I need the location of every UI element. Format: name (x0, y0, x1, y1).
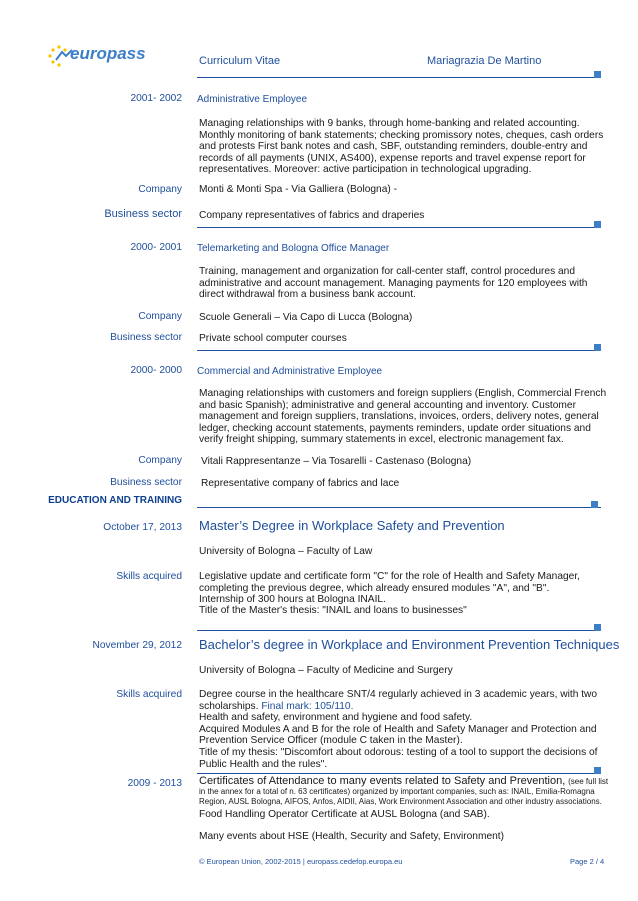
job2-sector: Private school computer courses (199, 333, 347, 344)
job1-rule (197, 227, 601, 228)
edu2-final-mark: Final mark: 105/110. (261, 700, 354, 712)
footer-page: Page 2 / 4 (570, 857, 605, 866)
job3-company-label: Company (138, 455, 182, 466)
edu3-title-note: (see full list in the annex for a total of n. 63 certificates) organized by important companies, such as: INAIL, Emilia-Romagna Region, AUSL Bologna, AIFOS, Anfos, AIDII, Aias, Work Environment Association and other industry associations. (199, 777, 609, 806)
job1-sector-label: Business sector (104, 208, 182, 220)
job3-description: Managing relationships with customers and foreign suppliers (English, Commercial French and basic Spanish); administrative and general accounting and inventory. Customer management and foreign suppliers, translations, invoices, orders, delivery notes, general ledger, checking account statements, payments reminders, update order situations and verify freight shipping, summary statements in excel, electronic management fax. (199, 388, 607, 446)
edu2-skills-label: Skills acquired (116, 689, 182, 700)
job2-sector-label: Business sector (110, 332, 182, 343)
footer-copyright: © European Union, 2002-2015 | europass.cedefop.europa.eu (199, 857, 403, 866)
job3-company: Vitali Rappresentanze – Via Tosarelli - Castenaso (Bologna) (201, 456, 472, 467)
edu3-title: Certificates of Attendance to many events related to Safety and Prevention, (199, 775, 566, 787)
job2-role: Telemarketing and Bologna Office Manager (197, 243, 390, 254)
education-rule-square (591, 501, 598, 508)
job1-rule-square (594, 221, 601, 228)
header-rule-square (594, 71, 601, 78)
edu2-institution: University of Bologna – Faculty of Medicine and Surgery (199, 665, 453, 676)
edu2-rule (197, 773, 601, 774)
job2-company-label: Company (138, 311, 182, 322)
edu3-food-certificate: Food Handling Operator Certificate at AUSL Bologna (and SAB). (199, 809, 490, 820)
education-section-title: EDUCATION AND TRAINING (48, 495, 182, 506)
doc-title: Curriculum Vitae (199, 55, 281, 67)
edu2-skills-modules: Acquired Modules A and B for the role of Health and Safety Manager and Protection and Prevention Service Officer (module C taken in the Master). (199, 723, 597, 747)
job1-role: Administrative Employee (197, 94, 308, 105)
edu3-hse-events: Many events about HSE (Health, Security and Safety, Environment) (199, 831, 505, 842)
job1-dates: 2001- 2002 (130, 93, 182, 104)
job3-sector: Representative company of fabrics and lace (201, 478, 400, 489)
job1-sector: Company representatives of fabrics and draperies (199, 210, 425, 221)
education-rule (197, 507, 601, 508)
edu2-skills (199, 689, 609, 770)
edu1-skills-thesis: Title of the Master's thesis: "INAIL and loans to businesses" (199, 605, 467, 616)
job1-company: Monti & Monti Spa - Via Galliera (Bologna) - (199, 184, 397, 195)
job1-description: Managing relationships with 9 banks, through home-banking and related accounting. Monthly monitoring of bank statements; checking promissory notes, cheques, cash orders and protests First bank notes and cash, SBF, outstanding reminders, double-entry and records of all payments (UNIX, AS400), expense reports and travel expense report for representatives. Moreover: active participation in technological upgrading. (199, 118, 604, 176)
job3-role: Commercial and Administrative Employee (197, 366, 383, 377)
edu2-rule-square (594, 767, 601, 774)
job2-dates: 2000- 2001 (130, 242, 182, 253)
job2-rule (197, 350, 601, 351)
edu1-skills: Legislative update and certificate form "C" for the role of Health and Safety Manager, completing the previous degree, which already ensured modules "A", and "B". (199, 571, 580, 594)
edu2-title: Bachelor’s degree in Workplace and Environment Prevention Techniques (199, 637, 620, 652)
europass-logo (44, 42, 144, 70)
edu1-skills-internship: Internship of 300 hours at Bologna INAIL. (199, 594, 386, 605)
job3-sector-label: Business sector (110, 477, 182, 488)
edu1-title: Master’s Degree in Workplace Safety and Prevention (199, 518, 505, 533)
logo-text: europass (70, 44, 146, 63)
edu1-rule-square (594, 624, 601, 631)
edu2-skills-thesis: Title of my thesis: "Discomfort about odorous: testing of a tool to support the decisions of Public Health and the rules". (199, 746, 598, 770)
edu2-date: November 29, 2012 (92, 640, 182, 651)
edu3-certificates (199, 776, 609, 807)
header-rule (197, 77, 601, 78)
job3-dates: 2000- 2000 (130, 365, 182, 376)
edu1-institution: University of Bologna – Faculty of Law (199, 546, 373, 557)
edu3-date: 2009 - 2013 (127, 778, 182, 789)
edu1-date: October 17, 2013 (103, 522, 182, 533)
edu1-skills-label: Skills acquired (116, 571, 182, 582)
person-name: Mariagrazia De Martino (427, 55, 542, 67)
job2-company: Scuole Generali – Via Capo di Lucca (Bologna) (199, 312, 413, 323)
job1-company-label: Company (138, 184, 182, 195)
job2-description: Training, management and organization for call-center staff, control procedures and administrative and account management. Managing payments for 120 employees with direct withdrawal from a business bank account. (199, 266, 588, 301)
job2-rule-square (594, 344, 601, 351)
edu1-rule (197, 630, 601, 631)
edu2-skills-course: Degree course in the healthcare SNT/4 regularly achieved in 3 academic years, with two scholarships. (199, 689, 598, 712)
edu2-skills-hse: Health and safety, environment and hygiene and food safety. (199, 712, 473, 724)
